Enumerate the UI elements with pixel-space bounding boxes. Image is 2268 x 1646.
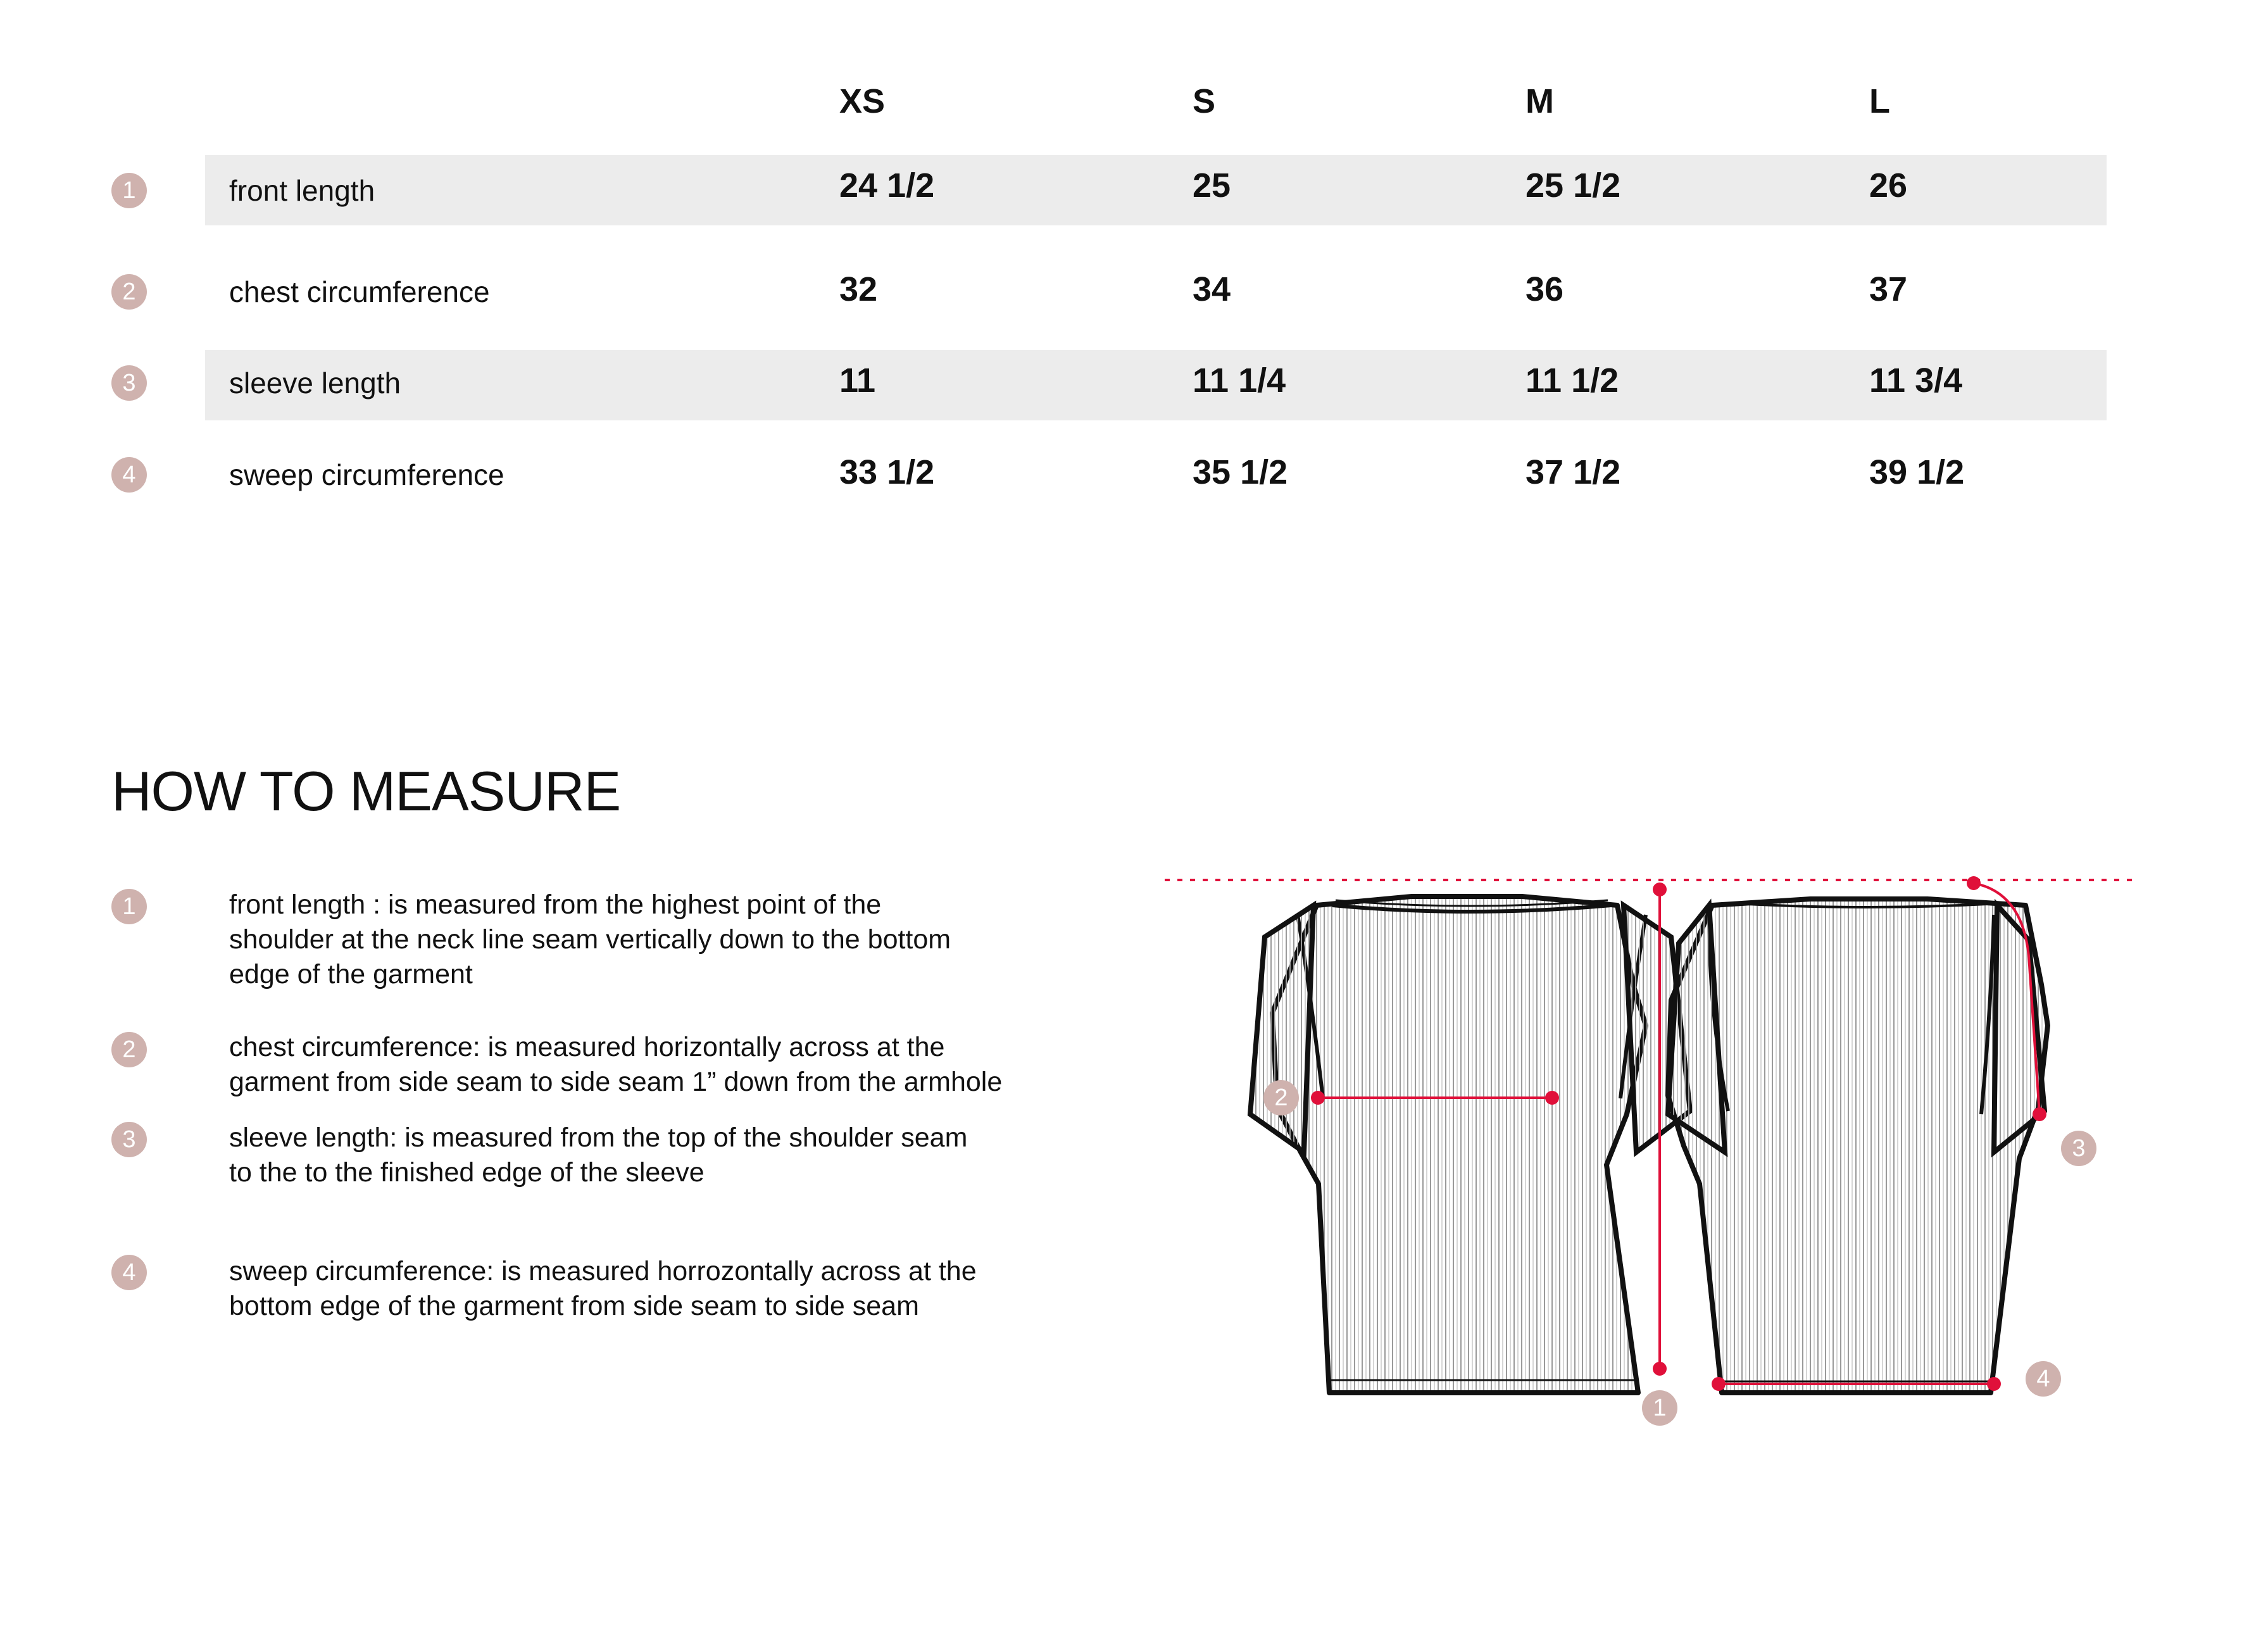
measure-instruction-sweep: sweep circumference: is measured horrozontally across at the bottom edge of the garment from side seam to side seam <box>229 1256 977 1321</box>
row-label-front-length: front length <box>229 174 375 207</box>
table-cell: 11 <box>839 361 876 399</box>
table-cell: 11 1/2 <box>1526 361 1619 399</box>
row-number-badge: 3 <box>111 365 147 401</box>
row-label-sweep-circumference: sweep circumference <box>229 458 504 491</box>
table-row-front-length <box>205 155 2107 225</box>
size-header-l: L <box>1869 82 1890 120</box>
garment-illustration <box>1139 855 2152 1456</box>
table-cell: 26 <box>1869 166 1908 204</box>
front-garment <box>1272 896 1646 1393</box>
table-cell: 39 1/2 <box>1869 453 1965 491</box>
table-cell: 33 1/2 <box>839 453 935 491</box>
how-to-measure-heading: HOW TO MEASURE <box>111 760 621 822</box>
table-cell: 34 <box>1193 270 1231 308</box>
measure-instruction-chest: chest circumference: is measured horizontally across at the garment from side seam to side seam 1” down from the armhole <box>229 1032 1003 1097</box>
measure-number-badge: 3 <box>111 1122 147 1157</box>
size-header-xs: XS <box>839 82 886 120</box>
row-label-chest-circumference: chest circumference <box>229 275 490 308</box>
size-header-m: M <box>1526 82 1554 120</box>
garment-measurement-diagram <box>1139 855 2152 1456</box>
size-header-s: S <box>1193 82 1216 120</box>
diagram-marker-front-length: 1 <box>1642 1390 1677 1426</box>
table-cell: 36 <box>1526 270 1564 308</box>
table-cell: 11 3/4 <box>1869 361 1963 399</box>
table-cell: 35 1/2 <box>1193 453 1288 491</box>
table-cell: 25 1/2 <box>1526 166 1621 204</box>
table-cell: 11 1/4 <box>1193 361 1286 399</box>
size-chart-table <box>0 0 2268 519</box>
table-cell: 37 1/2 <box>1526 453 1621 491</box>
diagram-marker-sweep: 4 <box>2026 1361 2061 1397</box>
row-number-badge: 4 <box>111 457 147 493</box>
measure-instruction-front-length: front length : is measured from the highest point of the shoulder at the neck line seam vertically down to the bottom edge of the garment <box>229 889 951 989</box>
table-cell: 37 <box>1869 270 1908 308</box>
measure-instruction-sleeve: sleeve length: is measured from the top of the shoulder seam to the to the finished edge of the sleeve <box>229 1122 968 1188</box>
row-label-sleeve-length: sleeve length <box>229 367 401 399</box>
measure-number-badge: 2 <box>111 1032 147 1067</box>
table-cell: 32 <box>839 270 878 308</box>
measure-number-badge: 1 <box>111 889 147 924</box>
row-number-badge: 2 <box>111 274 147 310</box>
diagram-marker-sleeve: 3 <box>2061 1131 2096 1166</box>
row-number-badge: 1 <box>111 173 147 208</box>
diagram-marker-chest: 2 <box>1263 1080 1299 1115</box>
measure-number-badge: 4 <box>111 1255 147 1290</box>
table-cell: 25 <box>1193 166 1231 204</box>
table-cell: 24 1/2 <box>839 166 935 204</box>
table-row-sleeve-length <box>205 350 2107 420</box>
